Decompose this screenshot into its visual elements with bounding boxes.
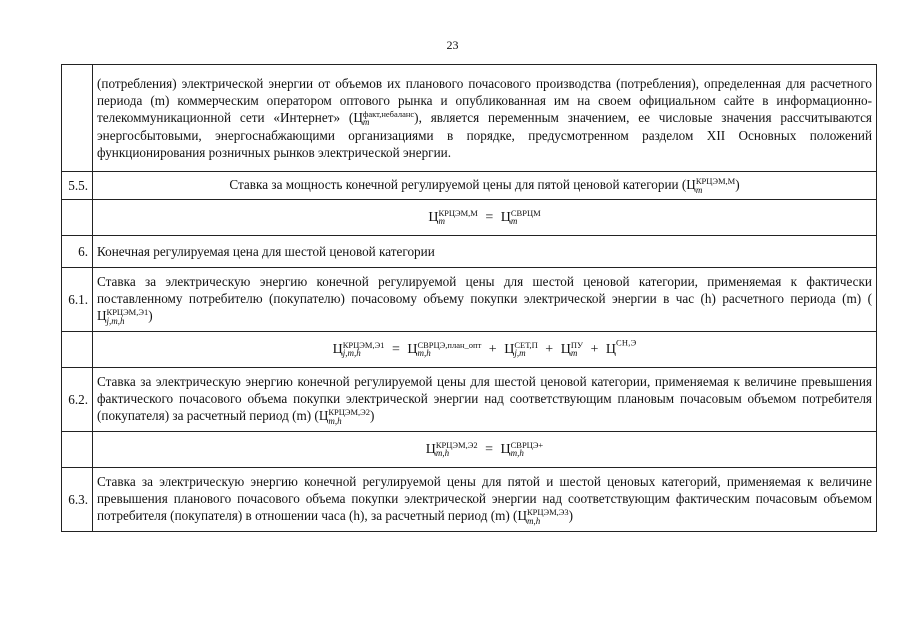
row-description: Ставка за электрическую энергию конечной регулируемой цены для пятой и шестой ценовых категорий, применяемая к величине превышения планового почасового объема покупки электрической энергии над соответствующим фактическим почасовым объемом потребителя (покупателя) в отношении часа (h), за расчетный период (m) (Ц КРЦЭМ,Э3 m,h ) [93, 468, 877, 532]
row-heading: Ставка за мощность конечной регулируемой цены для пятой ценовой категории (Ц КРЦЭМ,М m ) [93, 172, 877, 200]
row-number: 6.2. [62, 368, 93, 432]
formula-6-1: Ц КРЦЭМ,Э1 j,m,h = Ц СВРЦЭ,план_опт m,h + Ц СЕТ,П j,m + Ц ПУ m + $Ц^{СН,Э}$ [93, 332, 877, 368]
table-row [62, 468, 877, 532]
page-number: 23 [446, 38, 459, 52]
row-number: 6. [62, 236, 93, 268]
table-row [62, 368, 877, 432]
formula-row [62, 332, 877, 368]
formula-row [62, 432, 877, 468]
formula-row [62, 200, 877, 236]
row-number: 6.1. [62, 268, 93, 332]
row-number: 6.3. [62, 468, 93, 532]
table-row [62, 268, 877, 332]
formula-5-5: Ц КРЦЭМ,М m = Ц СВРЦМ m [93, 200, 877, 236]
row-description: Ставка за электрическую энергию конечной регулируемой цены для шестой ценовой категории, применяемая к величине превышения фактического почасового объема покупки электрической энергии над соответствующим плановым почасовым объемом потребителя (покупателя) за расчетный период (m) (Ц КРЦЭМ,Э2 m,h ) [93, 368, 877, 432]
symbol-fact-imbalance: Ц факт,небаланс m [353, 108, 415, 128]
row-number: 5.5. [62, 172, 93, 200]
row-description: Ставка за электрическую энергию конечной регулируемой цены для шестой ценовой категории, применяемая к фактически поставленному потребителю (покупателю) почасовому объему покупки электрической энергии в час (h) расчетного периода (m) (Ц КРЦЭМ,Э1 j,m,h ) [93, 268, 877, 332]
tariff-table [61, 64, 877, 532]
row-heading: Конечная регулируемая цена для шестой ценовой категории [93, 236, 877, 268]
table-row [62, 65, 877, 172]
formula-6-2: Ц КРЦЭМ,Э2 m,h = Ц СВРЦЭ+ m,h [93, 432, 877, 468]
table-row [62, 236, 877, 268]
row-number-empty [62, 65, 93, 172]
table-row [62, 172, 877, 200]
continuation-text: (потребления) электрической энергии от объемов их планового почасового производства (потребления), определенная для расчетного периода (m) коммерческим оператором оптового рынка и опубликованная им на своем официальном сайте в информационно-телекоммуникационной сети «Интернет» (Ц факт,небаланс m ), является переменным значением, ее числовые значения рассчитываются энергосбытовыми, энергоснабжающими организациями в порядке, предусмотренном разделом XII Основных положений функционирования розничных рынков электрической энергии. [93, 65, 877, 172]
